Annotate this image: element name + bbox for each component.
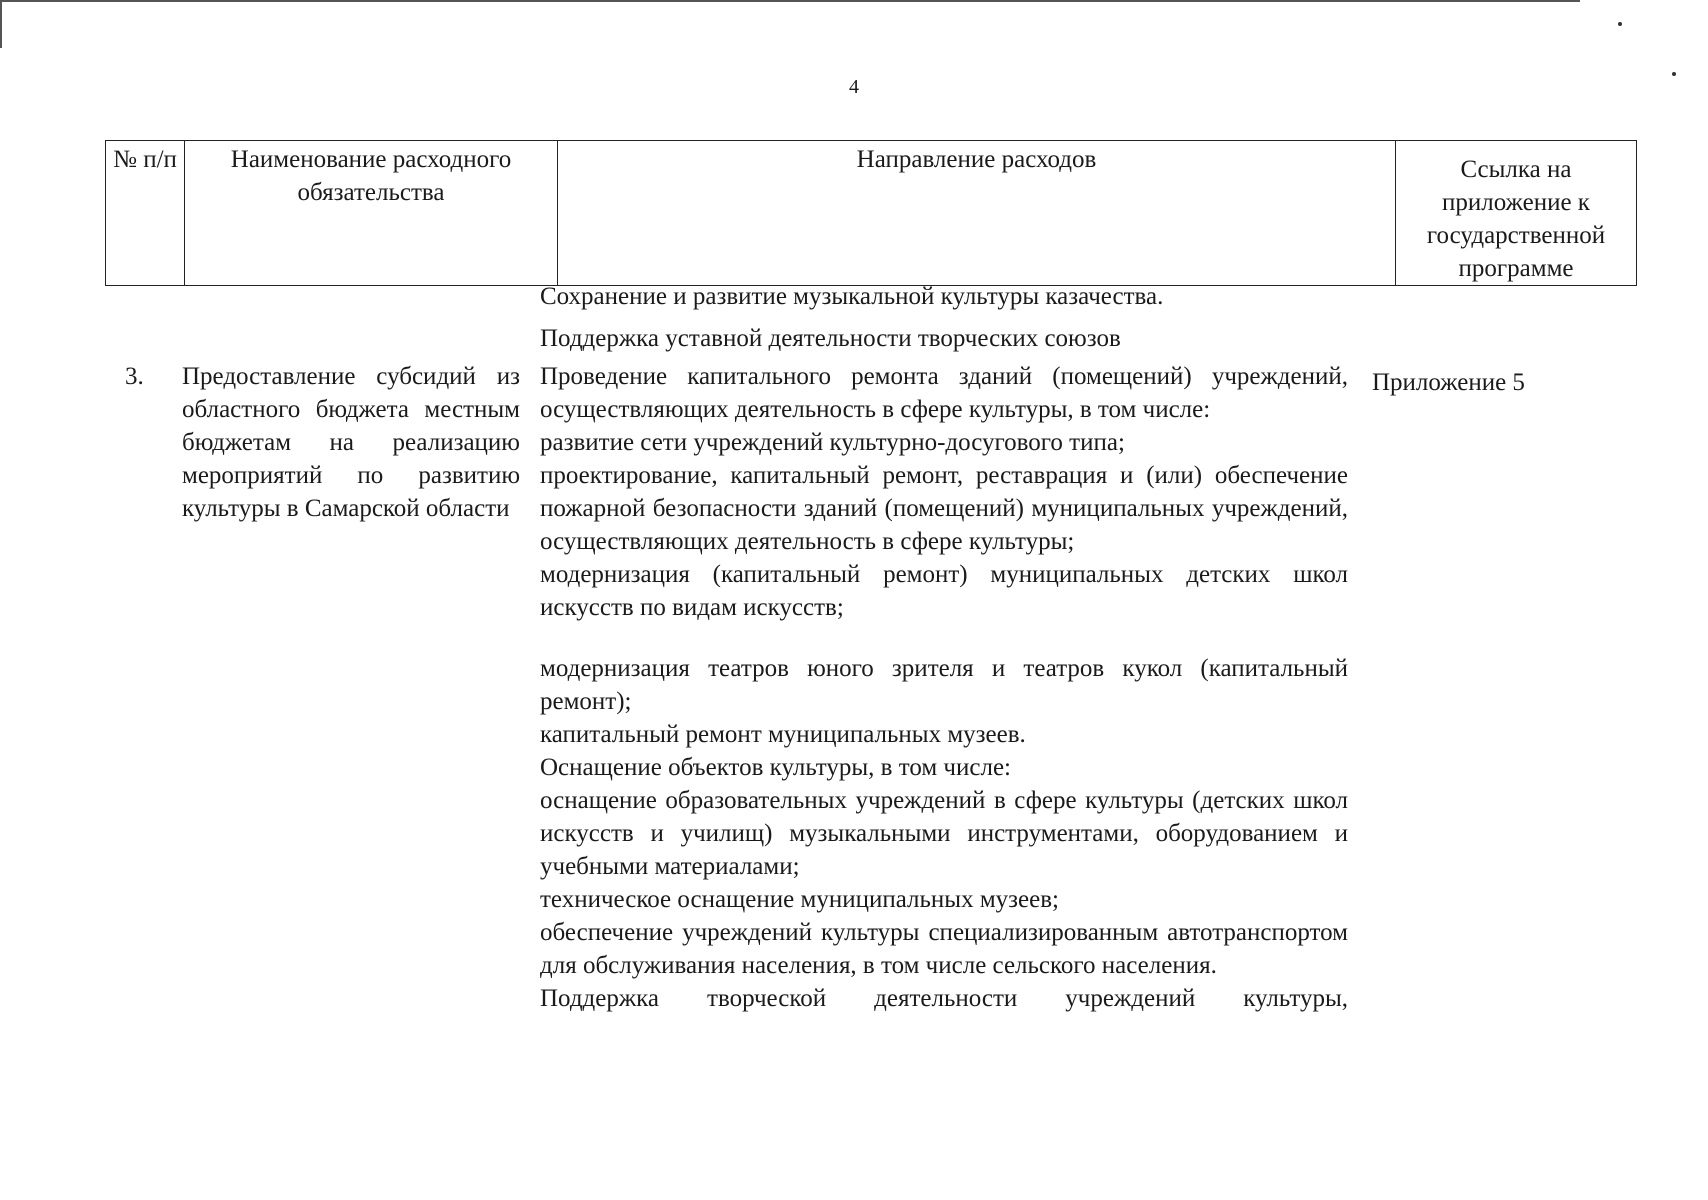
continuation-line: Поддержка уставной деятельности творческих союзов (540, 325, 1121, 352)
direction-item: капитальный ремонт муниципальных музеев. (540, 721, 1026, 748)
header-obligation-cell: Наименование расходного обязательства (185, 141, 558, 286)
direction-item: обеспечение учреждений культуры специализированным автотранспортом для обслуживания населения, в том числе сельского населения. (540, 919, 1348, 979)
direction-item: оснащение образовательных учреждений в сфере культуры (детских школ искусств и училищ) музыкальными инструментами, оборудованием и учебными материалами; (540, 787, 1348, 880)
expense-directions (540, 360, 1348, 1015)
continuation-line: Сохранение и развитие музыкальной культуры казачества. (540, 283, 1164, 310)
page-number: 4 (849, 76, 859, 98)
row-number: 3. (125, 363, 144, 390)
direction-item: Проведение капитального ремонта зданий (помещений) учреждений, осуществляющих деятельность в сфере культуры, в том числе: (540, 363, 1348, 423)
scan-dot (1618, 22, 1622, 26)
direction-item: Оснащение объектов культуры, в том числе: (540, 754, 1011, 781)
header-reference-cell: Ссылка на приложение к государственной программе (1396, 141, 1637, 286)
appendix-reference: Приложение 5 (1372, 369, 1525, 396)
header-direction-cell: Направление расходов (558, 141, 1396, 286)
direction-item: модернизация (капитальный ремонт) муниципальных детских школ искусств по видам искусств; (540, 561, 1348, 621)
direction-item: техническое оснащение муниципальных музеев; (540, 886, 1059, 913)
scan-edge-left (0, 0, 2, 48)
table-header (105, 140, 1637, 286)
scan-edge-top (0, 0, 1580, 2)
obligation-name: Предоставление субсидий из областного бюджета местным бюджетам на реализацию мероприятий по развитию культуры в Самарской области (182, 363, 520, 522)
direction-item: Поддержка творческой деятельности учреждений культуры, (540, 985, 1348, 1012)
header-number-cell: № п/п (106, 141, 185, 286)
paragraph-gap (540, 624, 1348, 652)
direction-item: проектирование, капитальный ремонт, реставрация и (или) обеспечение пожарной безопасности зданий (помещений) муниципальных учреждений, осуществляющих деятельность в сфере культуры; (540, 462, 1348, 555)
direction-item: модернизация театров юного зрителя и театров кукол (капитальный ремонт); (540, 655, 1348, 715)
direction-item: развитие сети учреждений культурно-досугового типа; (540, 429, 1125, 456)
table-header-row (106, 141, 1637, 286)
